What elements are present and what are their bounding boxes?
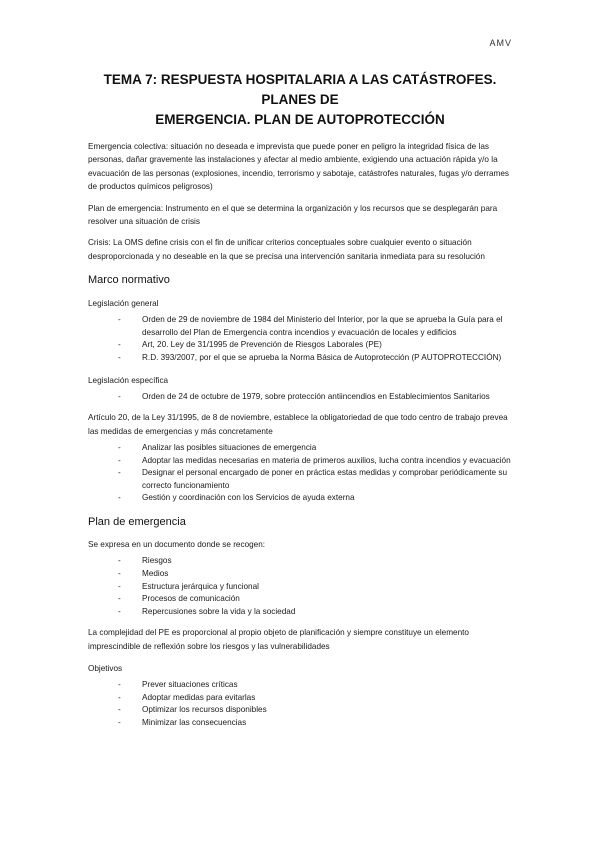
list-item <box>118 679 512 692</box>
list-item <box>118 467 512 492</box>
list-item <box>118 442 512 455</box>
list-legislacion-especifica <box>88 391 512 404</box>
list-item-text: Minimizar las consecuencias <box>142 717 247 727</box>
definition-emergencia-colectiva: Emergencia colectiva: situación no deseada e imprevista que puede poner en peligro la integridad física de las personas, dañar gravemente las instalaciones y afectar al medio ambiente, exigiendo una actuación rápida y/o la evacuación de las personas (explosiones, incendio, terrorismo y sabotaje, catástrofes naturales, fugas y/o derrames de productos químicos peligrosos) <box>88 142 509 192</box>
section-heading-marco: Marco normativo <box>88 274 170 287</box>
bullet-dash: - <box>118 594 121 604</box>
list-item-text: Repercusiones sobre la vida y la sociedad <box>142 606 296 616</box>
document-title <box>88 0 512 130</box>
section-heading-plan: Plan de emergencia <box>88 516 186 528</box>
bullet-dash: - <box>118 717 121 727</box>
subheading-objetivos: Objetivos <box>88 664 123 674</box>
list-item-text: Orden de 24 de octubre de 1979, sobre protección antiincendios en Establecimientos Sanitarios <box>142 391 490 401</box>
list-legislacion-general <box>88 314 512 364</box>
plan-intro: Se expresa en un documento donde se recogen: <box>88 540 266 549</box>
bullet-dash: - <box>118 493 121 503</box>
list-plan-contenido <box>88 555 512 618</box>
bullet-dash: - <box>118 315 121 325</box>
list-articulo-medidas <box>88 442 512 505</box>
bullet-dash: - <box>118 581 121 591</box>
bullet-dash: - <box>118 692 121 702</box>
list-item <box>118 581 512 594</box>
bullet-dash: - <box>118 391 121 401</box>
bullet-dash: - <box>118 606 121 616</box>
list-item-text: Prever situaciones críticas <box>142 680 238 690</box>
articulo-paragraph: Artículo 20, de la Ley 31/1995, de 8 de noviembre, establece la obligatoriedad de que todo centro de trabajo prevea las medidas de emergencias y más concretamente <box>88 413 508 436</box>
list-objetivos <box>88 679 512 729</box>
list-item-text: Optimizar los recursos disponibles <box>142 705 267 715</box>
bullet-dash: - <box>118 705 121 715</box>
list-item <box>118 391 512 404</box>
list-item <box>118 692 512 705</box>
bullet-dash: - <box>118 455 121 465</box>
bullet-dash: - <box>118 680 121 690</box>
list-item-text: Analizar las posibles situaciones de emergencia <box>142 443 317 453</box>
list-item-text: Riesgos <box>142 556 172 566</box>
list-item-text: Estructura jerárquica y funcional <box>142 581 259 591</box>
list-item <box>118 704 512 717</box>
list-item-text: Adoptar medidas para evitarlas <box>142 692 256 702</box>
header-mark: AMV <box>489 38 512 48</box>
bullet-dash: - <box>118 569 121 578</box>
list-item <box>118 455 512 468</box>
subheading-legislacion-especifica: Legislación específica <box>88 375 169 385</box>
list-item <box>118 717 512 730</box>
list-item-text: Orden de 29 de noviembre de 1984 del Ministerio del Interior, por la que se aprueba la Guía para el desarrollo del Plan de Emergencia contra incendios y evacuación de locales y edificios <box>142 315 503 337</box>
list-item-text: Adoptar las medidas necesarias en materia de primeros auxilios, lucha contra incendios y evacuación <box>142 455 511 465</box>
definition-plan-emergencia: Plan de emergencia: Instrumento en el que se determina la organización y los recursos que se desplegarán para resolver una situación de crisis <box>88 203 498 227</box>
list-item <box>118 606 512 619</box>
bullet-dash: - <box>118 556 121 566</box>
title-line-1: TEMA 7: RESPUESTA HOSPITALARIA A LAS CATÁSTROFES. PLANES DE <box>103 72 497 107</box>
bullet-dash: - <box>118 340 121 350</box>
list-item-text: Procesos de comunicación <box>142 594 240 604</box>
complejidad-paragraph: La complejidad del PE es proporcional al propio objeto de planificación y siempre constituye un elemento imprescindible de reflexión sobre los riesgos y las vulnerabilidades <box>88 628 469 651</box>
list-item <box>118 593 512 606</box>
list-item-text: Art, 20. Ley de 31/1995 de Prevención de Riesgos Laborales (PE) <box>142 340 382 350</box>
subheading-legislacion-general: Legislación general <box>88 299 159 309</box>
list-item-text: Gestión y coordinación con los Servicios de ayuda externa <box>142 493 355 503</box>
list-item-text: Medios <box>142 569 169 578</box>
list-item <box>118 352 512 365</box>
list-item <box>118 492 512 505</box>
bullet-dash: - <box>118 468 121 478</box>
title-line-2: EMERGENCIA. PLAN DE AUTOPROTECCIÓN <box>155 112 445 127</box>
definition-crisis: Crisis: La OMS define crisis con el fin de unificar criterios conceptuales sobre cualquier evento o situación desproporcionada y no deseable en la que se precisa una intervención sanitaria inmediata para su resolución <box>88 238 485 261</box>
list-item-text: R.D. 393/2007, por el que se aprueba la Norma Básica de Autoprotección (P AUTOPROTECCIÓN) <box>142 353 502 363</box>
list-item <box>118 314 512 339</box>
list-item <box>118 568 512 581</box>
bullet-dash: - <box>118 353 121 363</box>
list-item-text: Designar el personal encargado de poner en práctica estas medidas y comprobar periódicamente su correcto funcionamiento <box>142 468 508 490</box>
list-item <box>118 339 512 352</box>
bullet-dash: - <box>118 443 121 453</box>
list-item <box>118 555 512 568</box>
